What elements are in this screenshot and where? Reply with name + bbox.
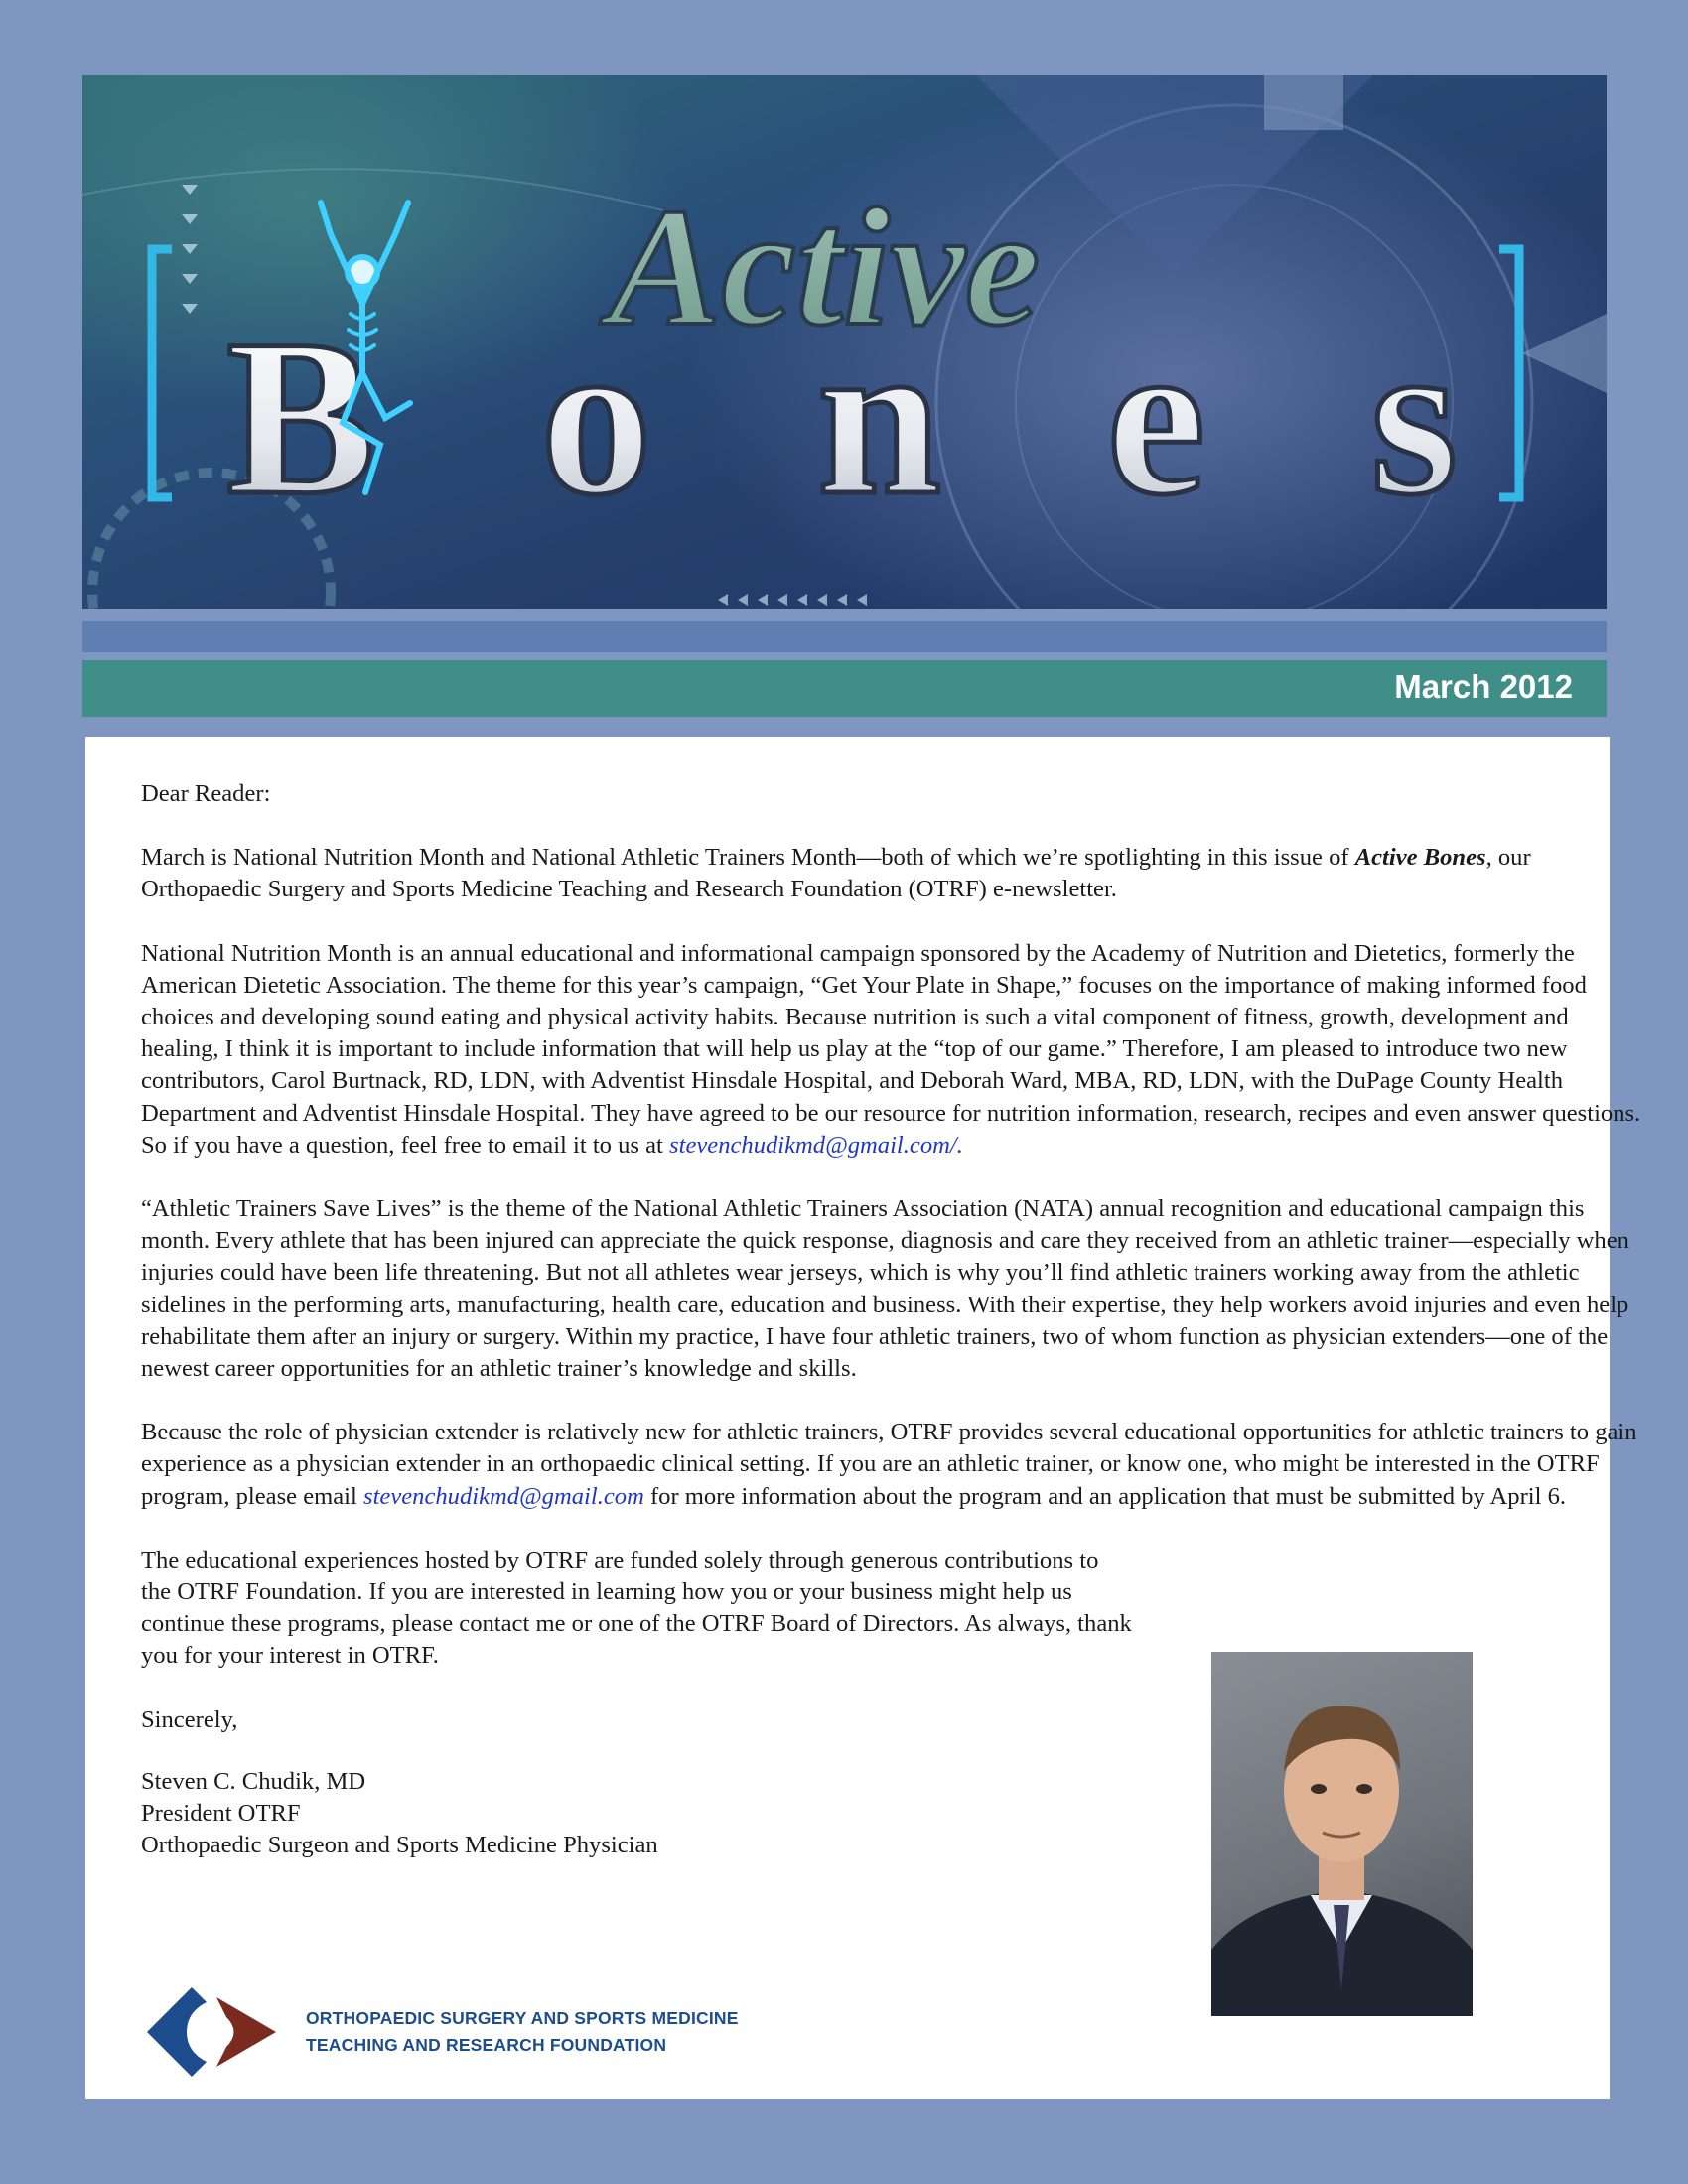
- org-name: [306, 2005, 739, 2059]
- signer-role: Orthopaedic Surgeon and Sports Medicine Physician: [141, 1832, 658, 1859]
- signer-name: Steven C. Chudik, MD: [141, 1767, 366, 1795]
- newsletter-name: Active Bones: [1354, 844, 1486, 872]
- greeting: Dear Reader:: [141, 780, 271, 807]
- left-bracket: [152, 249, 172, 497]
- paragraph-1: [141, 842, 1650, 905]
- masthead-banner: [82, 75, 1607, 609]
- issue-date: March 2012: [1394, 668, 1573, 705]
- org-name-line-2: TEACHING AND RESEARCH FOUNDATION: [306, 2035, 667, 2055]
- paragraph-5: The educational experiences hosted by OTRF are funded solely through generous contributions to the OTRF Foundation. If you are interested in learning how you or your business might help us continue these programs, please contact me or one of the OTRF Board of Directors. As always, thank you for your interest in OTRF.: [141, 1546, 1132, 1670]
- paragraph-1-text: March is National Nutrition Month and National Athletic Trainers Month—both of which we’re spotlighting in this issue of: [141, 844, 1355, 872]
- email-link-2[interactable]: stevenchudikmd@gmail.com: [363, 1482, 644, 1510]
- paragraph-2-text: National Nutrition Month is an annual educational and informational campaign sponsored by the Academy of Nutrition and Dietetics, formerly the American Dietetic Association. The theme for this year’s campaign, “Get Your Plate in Shape,” focuses on the importance of making informed food choices and developing sound eating and physical activity habits. Because nutrition is such a vital component of fitness, growth, development and healing, I think it is important to include information that will help us play at the “top of our game.” Therefore, I am pleased to introduce two new contributors, Carol Burtnack, RD, LDN, with Adventist Hinsdale Hospital, and Deborah Ward, MBA, RD, LDN, with the DuPage County Health Department and Adventist Hinsdale Hospital. They have agreed to be our resource for nutrition information, research, recipes and even answer questions. So if you have a question, feel free to email it to us at: [141, 939, 1641, 1159]
- masthead-title-top: Active: [609, 174, 1041, 360]
- signer-title: President OTRF: [141, 1800, 301, 1828]
- paragraph-3: “Athletic Trainers Save Lives” is the theme of the National Athletic Trainers Association (NATA) annual recognition and educational campaign this month. Every athlete that has been injured can appreciate the quick response, diagnosis and care they received from an athletic trainer—especially when injuries could have been life threatening. But not all athletes wear jerseys, which is why you’ll find athletic trainers working away from the athletic sidelines in the performing arts, manufacturing, health care, education and business. With their expertise, they help workers avoid injuries and even help rehabilitate them after an injury or surgery. Within my practice, I have four athletic trainers, two of whom function as physician extenders—one of the newest career opportunities for an athletic trainer’s knowledge and skills.: [141, 1195, 1629, 1383]
- blue-band: [82, 621, 1607, 652]
- masthead-art: [82, 75, 1607, 609]
- email-link-1[interactable]: stevenchudikmd@gmail.com/.: [669, 1131, 963, 1159]
- paragraph-1-text-end: , our Orthopaedic Surgery and Sports Medicine Teaching and Research Foundation (OTRF) e-newsletter.: [141, 844, 1531, 903]
- masthead-title-bottom: Bones: [226, 293, 1458, 541]
- closing: Sincerely,: [141, 1706, 238, 1733]
- paragraph-4: [141, 1417, 1650, 1513]
- author-photo: [1211, 1652, 1473, 2016]
- letter-panel: [85, 737, 1641, 2099]
- org-name-line-1: ORTHOPAEDIC SURGERY AND SPORTS MEDICINE: [306, 2008, 739, 2028]
- date-band: [82, 660, 1607, 717]
- paragraph-4-text-end: for more information about the program and an application that must be submitted by April 6.: [643, 1482, 1567, 1510]
- paragraph-4-text: Because the role of physician extender is relatively new for athletic trainers, OTRF provides several educational opportunities for athletic trainers to gain experience as a physician extender in an orthopaedic clinical setting. If you are an athletic trainer, or know one, who might be interested in the OTRF program, please email: [141, 1419, 1637, 1510]
- otrf-logo-icon: [147, 1987, 286, 2077]
- otrf-logo: [147, 1987, 743, 2077]
- paragraph-2: [141, 938, 1650, 1161]
